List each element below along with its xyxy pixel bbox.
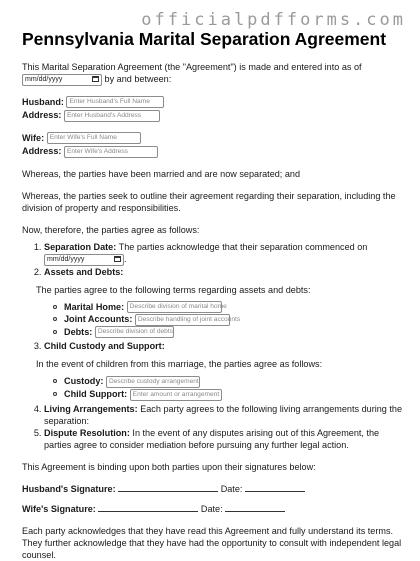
living-arrangements-label: Living Arrangements:	[44, 403, 138, 414]
wife-signature-row	[22, 503, 406, 515]
marital-home-input[interactable]: Describe division of marital home	[127, 301, 222, 313]
list-item	[64, 375, 406, 388]
husband-address-label: Address:	[22, 110, 62, 121]
wife-signature-label: Wife's Signature:	[22, 503, 96, 514]
wife-name-label: Wife:	[22, 132, 45, 143]
recital-therefore: Now, therefore, the parties agree as follows:	[22, 224, 200, 235]
terms-list	[22, 241, 406, 451]
wife-address-label: Address:	[22, 146, 62, 157]
separation-date-label: Separation Date:	[44, 241, 117, 252]
recital-married: Whereas, the parties have been married and are now separated; and	[22, 168, 301, 179]
calendar-icon[interactable]	[114, 256, 121, 262]
husband-name-input[interactable]: Enter Husband's Full Name	[66, 96, 164, 108]
date-placeholder: mm/dd/yyyy	[47, 255, 85, 263]
custody-intro: In the event of children from this marriage, the parties agree as follows:	[36, 359, 323, 370]
separation-date-input[interactable]	[44, 254, 124, 266]
child-custody-label: Child Custody and Support:	[44, 341, 165, 352]
marital-home-label: Marital Home:	[64, 301, 125, 312]
agreement-date-input[interactable]	[22, 74, 102, 86]
wife-name-input[interactable]: Enter Wife's Full Name	[47, 132, 141, 144]
husband-address-input[interactable]: Enter Husband's Address	[64, 110, 160, 122]
joint-accounts-label: Joint Accounts:	[64, 314, 133, 325]
husband-signature-line[interactable]	[118, 483, 218, 492]
debts-label: Debts:	[64, 326, 93, 337]
husband-block	[22, 96, 406, 122]
intro-text: This Marital Separation Agreement (the "Agreement") is made and entered into as of	[22, 62, 362, 72]
husband-signature-row	[22, 483, 406, 495]
term-separation-date	[44, 241, 406, 266]
custody-input[interactable]: Describe custody arrangement	[106, 376, 200, 388]
list-item	[64, 326, 406, 339]
wife-date-label: Date:	[200, 503, 223, 514]
wife-address-input[interactable]: Enter Wife's Address	[64, 146, 158, 158]
agreement-document	[22, 29, 406, 561]
separation-date-text: The parties acknowledge that their separation commenced on	[118, 241, 368, 252]
separation-date-suffix: .	[124, 253, 127, 264]
term-dispute-resolution	[44, 427, 406, 451]
date-placeholder: mm/dd/yyyy	[25, 75, 63, 83]
dispute-resolution-label: Dispute Resolution:	[44, 427, 130, 438]
husband-date-line[interactable]	[245, 483, 305, 492]
custody-label: Custody:	[64, 376, 104, 387]
calendar-icon[interactable]	[92, 76, 99, 82]
husband-date-label: Date:	[220, 483, 243, 494]
wife-block	[22, 132, 406, 158]
binding-statement: This Agreement is binding upon both parties upon their signatures below:	[22, 461, 316, 472]
assets-list	[44, 301, 406, 339]
list-item	[64, 301, 406, 314]
page-title: Pennsylvania Marital Separation Agreement	[22, 29, 387, 49]
assets-debts-label: Assets and Debts:	[44, 266, 124, 277]
intro-paragraph	[22, 61, 406, 86]
husband-signature-label: Husband's Signature:	[22, 483, 116, 494]
term-child-custody	[36, 340, 406, 400]
debts-input[interactable]: Describe division of debts	[95, 326, 174, 338]
living-arrangements-text: Each party agrees to the following living arrangements during the separation:	[44, 403, 403, 426]
closing-statement: Each party acknowledges that they have read this Agreement and fully understand its terms. They further acknowledge that they have had the opportunity to consult with independent legal counsel.	[22, 525, 402, 560]
wife-signature-line[interactable]	[98, 503, 198, 512]
dispute-resolution-text: In the event of any disputes arising out of this Agreement, the parties agree to consider mediation before pursuing any further legal action.	[44, 427, 380, 450]
list-item	[64, 388, 406, 401]
recital-outline: Whereas, the parties seek to outline their agreement regarding their separation, including the division of property and responsibilities.	[22, 190, 396, 213]
custody-list	[44, 375, 406, 400]
intro-suffix: by and between:	[104, 74, 172, 84]
child-support-input[interactable]: Enter amount or arrangement	[130, 389, 222, 401]
term-assets-debts	[36, 266, 406, 339]
list-item	[64, 313, 406, 326]
child-support-label: Child Support:	[64, 388, 128, 399]
watermark: officialpdfforms.com	[141, 10, 406, 30]
wife-date-line[interactable]	[225, 503, 285, 512]
husband-name-label: Husband:	[22, 96, 64, 107]
joint-accounts-input[interactable]: Describe handling of joint accounts	[135, 314, 230, 326]
assets-intro: The parties agree to the following terms regarding assets and debts:	[36, 284, 311, 295]
term-living-arrangements	[44, 403, 406, 427]
